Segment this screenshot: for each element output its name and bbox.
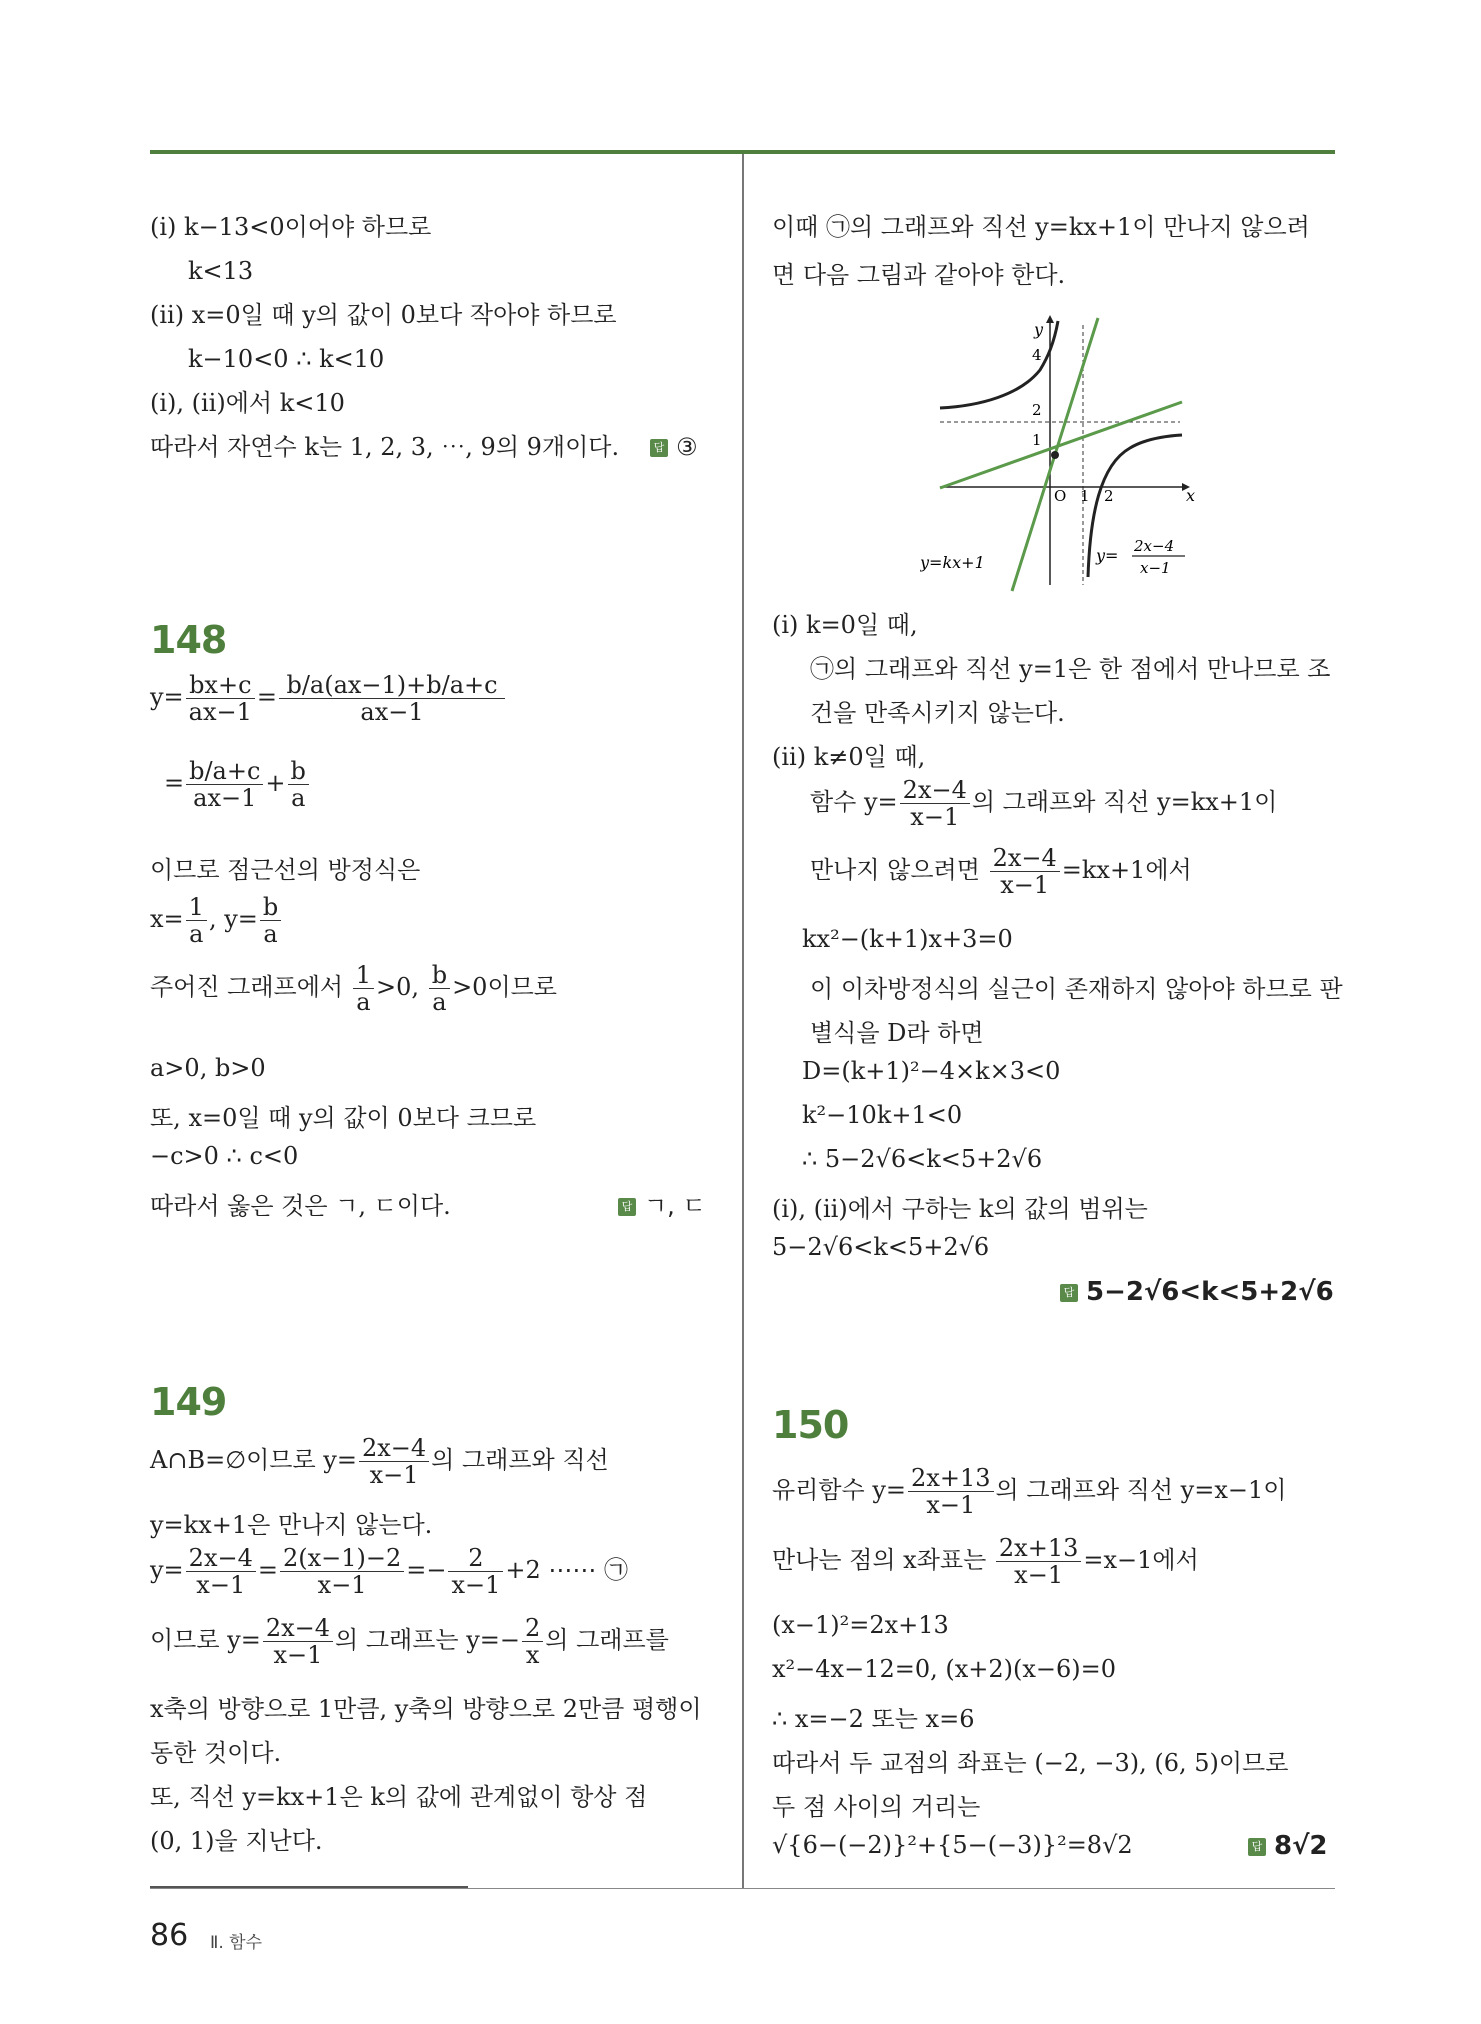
denominator: x−1 (280, 1571, 404, 1598)
text-line: y=kx+1은 만나지 않는다. (150, 1511, 433, 1539)
eq-text: =− (406, 1556, 447, 1584)
eq-text: +2 ⋯⋯ ㉠ (505, 1556, 629, 1584)
text-line: 이 이차방정식의 실근이 존재하지 않아야 하므로 판 (810, 975, 1343, 1003)
equation-line (772, 1465, 1286, 1518)
denominator: a (186, 920, 207, 947)
fraction (288, 758, 309, 811)
section-title: Ⅱ. 함수 (210, 1933, 263, 1953)
equation-line (772, 1535, 1199, 1588)
answer-badge-icon: 답 (1248, 1838, 1266, 1856)
problem-number: 149 (150, 1380, 227, 1424)
numerator: bx+c (189, 671, 252, 699)
denominator: x−1 (908, 1491, 993, 1518)
text-line: 이때 ㉠의 그래프와 직선 y=kx+1이 만나지 않으려 (772, 213, 1310, 241)
numerator: 2x+13 (998, 1534, 1079, 1562)
eq-text: A∩B=∅이므로 y= (150, 1446, 357, 1474)
numerator: 2x−4 (361, 1434, 427, 1462)
denominator: x−1 (996, 1561, 1081, 1588)
eq-text: = (257, 1556, 278, 1584)
text-line: (ⅰ) k=0일 때, (772, 611, 918, 639)
numerator: 2(x−1)−2 (282, 1544, 402, 1572)
eq-text: = (164, 769, 185, 797)
numerator: b/a+c (189, 757, 261, 785)
answer-mark (1248, 1831, 1328, 1861)
text-line: 따라서 옳은 것은 ㄱ, ㄷ이다. (150, 1192, 451, 1220)
fraction (990, 845, 1060, 898)
answer-badge-icon: 답 (1060, 1284, 1078, 1302)
eq-text: x= (150, 905, 184, 933)
text-line: 또, 직선 y=kx+1은 k의 값에 관계없이 항상 점 (150, 1783, 648, 1811)
eq-text: y= (150, 1556, 184, 1584)
denominator: a (288, 784, 309, 811)
numerator: 2 (468, 1544, 484, 1572)
tick-label: 2 (1032, 401, 1042, 419)
eq-text: 의 그래프와 직선 y=x−1이 (995, 1476, 1287, 1504)
fraction (359, 1435, 429, 1488)
page-number: 86 (150, 1918, 189, 1953)
numerator: b/a(ax−1)+b/a+c (286, 671, 498, 699)
denominator: x−1 (186, 1571, 256, 1598)
tick-label: 2 (1104, 487, 1114, 505)
line-label: y=kx+1 (920, 553, 985, 572)
denominator: a (429, 988, 450, 1015)
text-line: (ⅱ) k≠0일 때, (772, 743, 926, 771)
text-line: (ⅰ) k−13<0이어야 하므로 (150, 213, 432, 241)
text-line: −c>0 ∴ c<0 (150, 1142, 299, 1170)
equation-line (150, 894, 283, 947)
text-line: k<13 (188, 257, 254, 285)
numerator: b (262, 893, 279, 921)
answer-mark (650, 425, 698, 469)
text-line: (0, 1)을 지난다. (150, 1827, 323, 1855)
answer-mark (1060, 1277, 1334, 1307)
denominator: a (353, 988, 374, 1015)
y-axis-label: y (1034, 320, 1044, 339)
text-line: (ⅰ), (ⅱ)에서 k<10 (150, 389, 345, 417)
x-axis-label: x (1186, 486, 1196, 505)
fraction (260, 894, 281, 947)
eq-text: 만나는 점의 x좌표는 (772, 1546, 987, 1574)
fraction (996, 1535, 1081, 1588)
answer-text: ③ (676, 433, 698, 461)
fraction (900, 777, 970, 830)
curve-label: y= (1096, 546, 1119, 565)
eq-text: 의 그래프는 y=− (335, 1626, 521, 1654)
eq-text: 의 그래프와 직선 y=kx+1이 (971, 788, 1278, 816)
answer-mark (618, 1186, 706, 1221)
text-line: ∴ 5−2√6<k<5+2√6 (802, 1145, 1043, 1173)
denominator: x−1 (990, 871, 1060, 898)
tick-label: 4 (1032, 346, 1042, 364)
column-divider (742, 154, 744, 1889)
line-kx-plus-1-shallow (940, 402, 1182, 488)
fraction (186, 1545, 256, 1598)
text-line: ∴ x=−2 또는 x=6 (772, 1705, 975, 1733)
numerator: b (290, 757, 306, 785)
text-line: 5−2√6<k<5+2√6 (772, 1233, 990, 1261)
text-line: 따라서 자연수 k는 1, 2, 3, ⋯, 9의 9개이다. (150, 433, 620, 461)
answer-text: 8√2 (1274, 1831, 1328, 1861)
y-axis-arrow-icon (1046, 315, 1054, 323)
fraction (353, 962, 374, 1015)
answer-text: 5−2√6<k<5+2√6 (1086, 1277, 1334, 1307)
eq-text: , y= (208, 905, 258, 933)
text-line: 별식을 D라 하면 (810, 1019, 984, 1047)
text-line: (x−1)²=2x+13 (772, 1611, 949, 1639)
eq-text: y= (150, 683, 184, 711)
eq-text: 함수 y= (810, 788, 898, 816)
point-0-1 (1051, 451, 1059, 459)
fraction (186, 758, 263, 811)
curve-label-numerator: 2x−4 (1134, 537, 1175, 555)
eq-text: 의 그래프를 (545, 1626, 669, 1654)
equation-line (150, 1615, 669, 1668)
denominator: a (260, 920, 281, 947)
numerator: 2x+13 (911, 1464, 991, 1492)
fraction (908, 1465, 993, 1518)
fraction (186, 894, 207, 947)
numerator: b (431, 961, 448, 989)
numerator: 1 (188, 893, 204, 921)
denominator: x−1 (359, 1461, 429, 1488)
text-line: kx²−(k+1)x+3=0 (802, 925, 1013, 953)
equation-line (150, 1435, 609, 1488)
eq-text: 유리함수 y= (772, 1476, 907, 1504)
text-line: k−10<0 ∴ k<10 (188, 345, 385, 373)
problem-number: 150 (772, 1403, 849, 1447)
fraction (280, 1545, 404, 1598)
denominator: x (522, 1641, 543, 1668)
eq-text: 만나지 않으려면 (810, 856, 980, 884)
text-line: 건을 만족시키지 않는다. (810, 699, 1065, 727)
numerator: 2x−4 (992, 844, 1057, 872)
denominator: ax−1 (279, 698, 505, 725)
text-line: x축의 방향으로 1만큼, y축의 방향으로 2만큼 평행이 (150, 1695, 702, 1723)
curve-label-denominator: x−1 (1140, 559, 1171, 577)
text-line: 따라서 두 교점의 좌표는 (−2, −3), (6, 5)이므로 (772, 1749, 1289, 1777)
answer-badge-icon: 답 (618, 1198, 636, 1216)
eq-text: 주어진 그래프에서 (150, 973, 344, 1001)
text-line: 두 점 사이의 거리는 (772, 1793, 981, 1821)
fraction (186, 672, 255, 725)
eq-text: >0, (376, 973, 420, 1001)
denominator: x−1 (900, 803, 970, 830)
text-line: a>0, b>0 (150, 1054, 266, 1082)
footer-rule (150, 1888, 1335, 1889)
eq-text: >0이므로 (452, 973, 557, 1001)
denominator: ax−1 (186, 784, 263, 811)
fraction (448, 1545, 503, 1598)
text-line: ㉠의 그래프와 직선 y=1은 한 점에서 만나므로 조 (810, 655, 1331, 683)
eq-text: =kx+1에서 (1061, 856, 1192, 884)
rational-function-graph (920, 315, 1200, 595)
text-line: 면 다음 그림과 같아야 한다. (772, 261, 1066, 289)
text-line: (ⅰ), (ⅱ)에서 구하는 k의 값의 범위는 (772, 1195, 1148, 1223)
fraction (263, 1615, 333, 1668)
eq-text: = (256, 683, 278, 711)
equation-line (810, 845, 1192, 898)
equation-line (150, 1545, 628, 1598)
numerator: 2x−4 (188, 1544, 253, 1572)
eq-text: + (265, 769, 286, 797)
origin-label: O (1054, 487, 1067, 505)
answer-badge-icon: 답 (650, 439, 668, 457)
numerator: 2x−4 (265, 1614, 331, 1642)
equation-line (164, 758, 311, 811)
text-line: x²−4x−12=0, (x+2)(x−6)=0 (772, 1655, 1117, 1683)
numerator: 2 (525, 1614, 541, 1642)
eq-text: =x−1에서 (1083, 1546, 1199, 1574)
fraction (279, 672, 505, 725)
text-line: (ⅱ) x=0일 때 y의 값이 0보다 작아야 하므로 (150, 301, 617, 329)
text-line: √{6−(−2)}²+{5−(−3)}²=8√2 (772, 1831, 1133, 1859)
answer-text: ㄱ, ㄷ (644, 1192, 706, 1220)
equation-line (810, 777, 1277, 830)
eq-text: 이므로 y= (150, 1626, 261, 1654)
denominator: x−1 (448, 1571, 503, 1598)
tick-label: 1 (1080, 487, 1090, 505)
equation-line (150, 672, 507, 725)
text-line: 동한 것이다. (150, 1739, 282, 1767)
text-line: D=(k+1)²−4×k×3<0 (802, 1057, 1061, 1085)
text-line: 이므로 점근선의 방정식은 (150, 856, 421, 884)
tick-label: 1 (1032, 431, 1042, 449)
problem-number: 148 (150, 618, 227, 662)
equation-line (150, 962, 557, 1015)
eq-text: 의 그래프와 직선 (431, 1446, 609, 1474)
denominator: x−1 (263, 1641, 333, 1668)
fraction (522, 1615, 543, 1668)
numerator: 1 (355, 961, 372, 989)
denominator: ax−1 (186, 698, 255, 725)
fraction (429, 962, 450, 1015)
numerator: 2x−4 (902, 776, 967, 804)
text-line: k²−10k+1<0 (802, 1101, 963, 1129)
text-line: 또, x=0일 때 y의 값이 0보다 크므로 (150, 1104, 537, 1132)
